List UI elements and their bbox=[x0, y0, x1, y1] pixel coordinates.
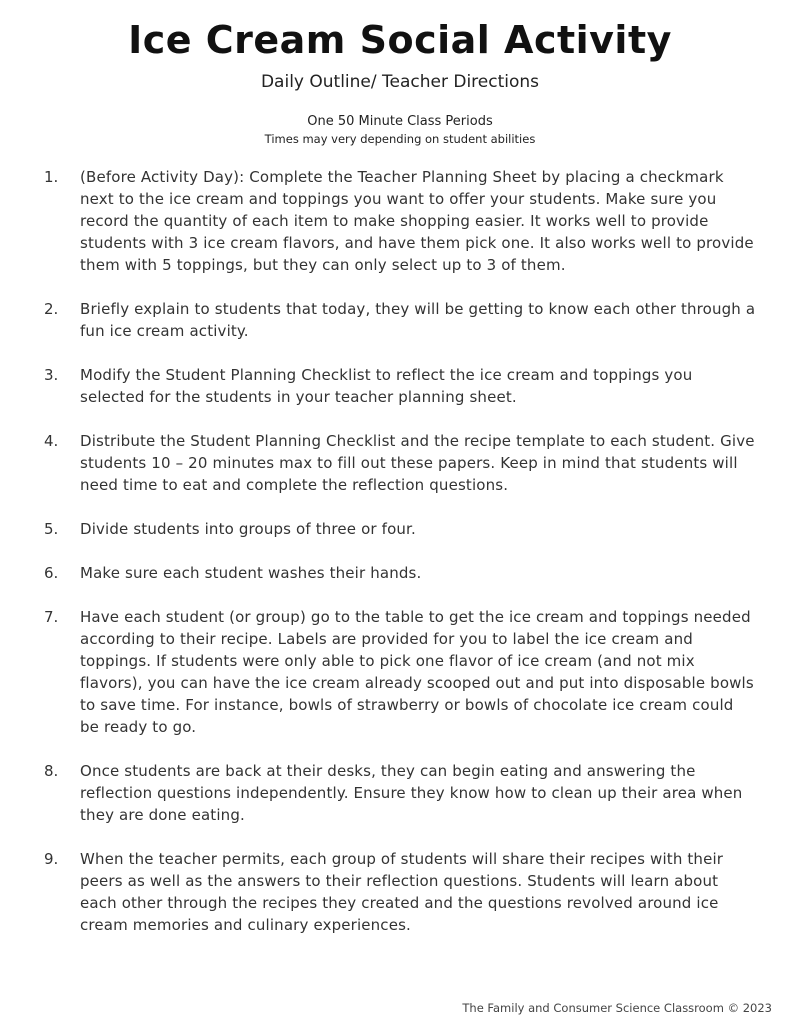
step-text: (Before Activity Day): Complete the Teacher Planning Sheet by placing a checkmark next to the ice cream and toppings you want to offer your students. Make sure you record the quantity of each item to make shopping easier. It works well to provide students with 3 ice cream flavors, and have them pick one. It also works well to provide them with 5 toppings, but they can only select up to 3 of them. bbox=[80, 168, 754, 274]
step-text: Divide students into groups of three or four. bbox=[80, 520, 416, 538]
step-text: Once students are back at their desks, they can begin eating and answering the reflection questions independently. Ensure they know how to clean up their area when they are done eating. bbox=[80, 762, 743, 824]
direction-step bbox=[0, 430, 800, 496]
step-number: 5. bbox=[44, 520, 59, 538]
times-note: Times may very depending on student abilities bbox=[264, 132, 536, 146]
step-text: Make sure each student washes their hands. bbox=[80, 564, 422, 582]
direction-step bbox=[0, 606, 800, 738]
step-number: 4. bbox=[44, 432, 59, 450]
direction-step bbox=[0, 364, 800, 408]
step-text: Have each student (or group) go to the table to get the ice cream and toppings needed according to their recipe. Labels are provided for you to label the ice cream and toppings. If students were only able to pick one flavor of ice cream (and not mix flavors), you can have the ice cream already scooped out and put into disposable bowls to save time. For instance, bowls of strawberry or bowls of chocolate ice cream could be ready to go. bbox=[80, 608, 754, 736]
step-number: 1. bbox=[44, 168, 59, 186]
step-number: 2. bbox=[44, 300, 59, 318]
direction-step bbox=[0, 518, 800, 540]
direction-step bbox=[0, 760, 800, 826]
copyright-footer: The Family and Consumer Science Classroom © 2023 bbox=[462, 1001, 772, 1015]
step-number: 3. bbox=[44, 366, 59, 384]
step-text: Briefly explain to students that today, they will be getting to know each other through a fun ice cream activity. bbox=[80, 300, 756, 340]
step-number: 9. bbox=[44, 850, 59, 868]
step-number: 6. bbox=[44, 564, 59, 582]
step-number: 8. bbox=[44, 762, 59, 780]
direction-step bbox=[0, 562, 800, 584]
class-periods-note: One 50 Minute Class Periods bbox=[307, 114, 493, 129]
directions-list bbox=[0, 166, 800, 958]
step-text: Modify the Student Planning Checklist to reflect the ice cream and toppings you selected for the students in your teacher planning sheet. bbox=[80, 366, 693, 406]
page-title: Ice Cream Social Activity bbox=[128, 18, 672, 62]
step-number: 7. bbox=[44, 608, 59, 626]
page-subtitle: Daily Outline/ Teacher Directions bbox=[260, 72, 540, 92]
step-text: When the teacher permits, each group of students will share their recipes with their peers as well as the answers to their reflection questions. Students will learn about each other through the recipes they created and the questions revolved around ice cream memories and culinary experiences. bbox=[80, 850, 724, 934]
direction-step bbox=[0, 848, 800, 936]
direction-step bbox=[0, 166, 800, 276]
direction-step bbox=[0, 298, 800, 342]
step-text: Distribute the Student Planning Checklist and the recipe template to each student. Give students 10 – 20 minutes max to fill out these papers. Keep in mind that students will need time to eat and complete the reflection questions. bbox=[80, 432, 755, 494]
